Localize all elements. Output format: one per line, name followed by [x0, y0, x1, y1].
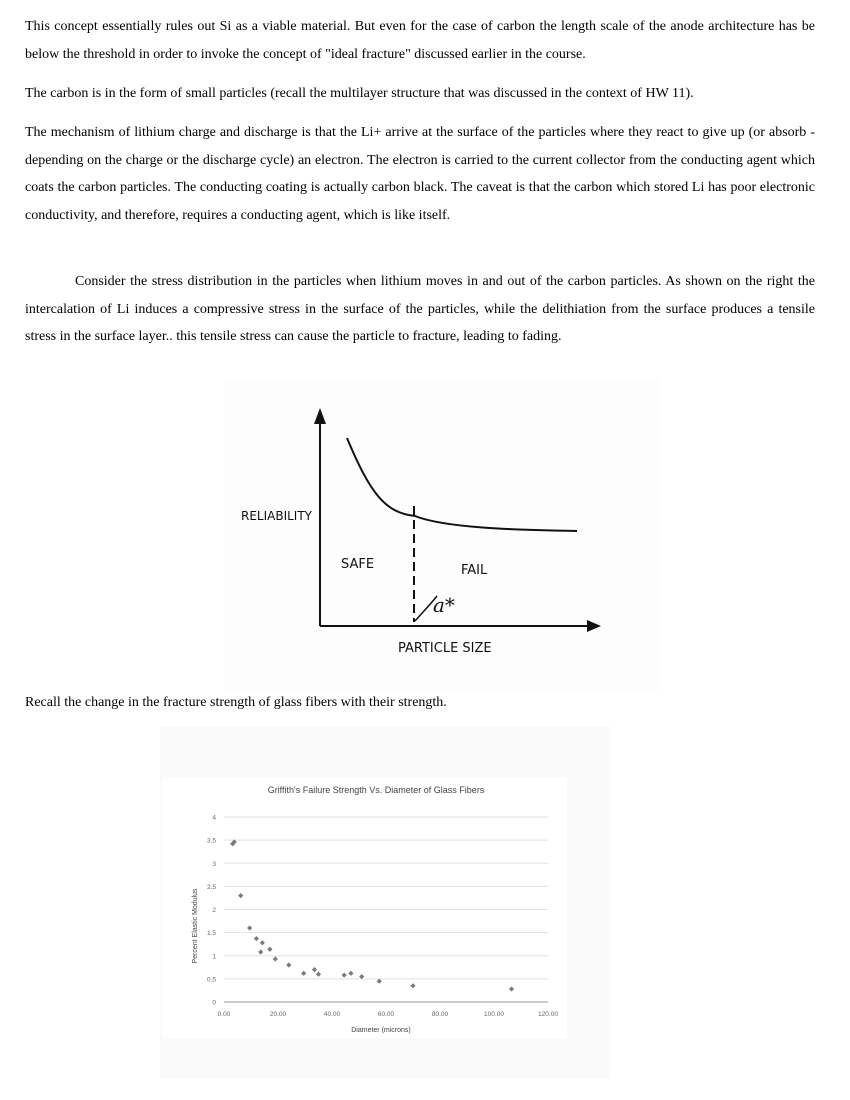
chart-y-tick-label: 0.5 — [206, 976, 216, 984]
reliability-sketch — [225, 378, 660, 690]
chart-y-tick-label: 4 — [212, 814, 216, 822]
chart-y-tick-label: 2.5 — [206, 883, 216, 891]
chart-y-tick-label: 1 — [212, 953, 216, 961]
chart-y-tick-label: 0 — [212, 999, 216, 1007]
sketch-safe-label: SAFE — [341, 557, 375, 572]
griffith-chart-svg — [160, 727, 610, 1079]
chart-xlabel: Diameter (microns) — [351, 1027, 411, 1034]
chart-x-tick-label: 0.00 — [217, 1011, 231, 1018]
reliability-sketch-svg — [225, 378, 660, 690]
chart-plot-frame — [162, 777, 567, 1039]
griffith-chart — [160, 727, 610, 1079]
chart-x-tick-label: 40.00 — [323, 1011, 341, 1018]
paragraph-carbon-particles: The carbon is in the form of small particles (recall the multilayer structure that was discussed in the context of HW 11). — [25, 86, 694, 101]
chart-y-tick-label: 3 — [212, 860, 216, 868]
chart-y-tick-label: 2 — [212, 907, 216, 914]
sketch-ylabel: RELIABILITY — [241, 509, 313, 523]
reliability-curve — [347, 438, 577, 531]
chart-x-tick-label: 100.00 — [484, 1011, 504, 1018]
sketch-y-arrow — [314, 408, 326, 424]
chart-ylabel: Percent Elastic Modulus — [192, 888, 199, 964]
chart-y-tick-label: 1.5 — [206, 930, 216, 938]
chart-x-tick-label: 20.00 — [269, 1011, 287, 1018]
sketch-fail-label: FAIL — [461, 563, 488, 578]
paragraph-glass-fibers: Recall the change in the fracture strength of glass fibers with their strength. — [25, 695, 447, 710]
chart-y-tick-label: 3.5 — [206, 837, 216, 845]
chart-x-tick-label: 80.00 — [431, 1011, 449, 1018]
sketch-x-arrow — [587, 620, 601, 632]
chart-x-tick-label: 120.00 — [538, 1011, 558, 1018]
paragraph-stress-distribution: Consider the stress distribution in the particles when lithium moves in and out of the carbon particles. As shown on the right the intercalation of Li induces a compressive stress in the surface of the particles, while the delithiation from the surface produces a tensile stress in the surface layer.. this tensile stress can cause the particle to fracture, leading to fading. — [25, 274, 815, 344]
chart-x-tick-label: 60.00 — [377, 1011, 395, 1018]
sketch-xlabel: PARTICLE SIZE — [398, 641, 492, 656]
paragraph-charge-mechanism: The mechanism of lithium charge and discharge is that the Li+ arrive at the surface of the particles where they react to give up (or absorb - depending on the charge or the discharge cycle) an electron. The electron is carried to the current collector from the conducting agent which coats the carbon particles. The conducting coating is actually carbon black. The caveat is that the carbon which stored Li has poor electronic conductivity, and therefore, requires a conducting agent, which is like itself. — [25, 125, 815, 223]
paragraph-si-viability: This concept essentially rules out Si as a viable material. But even for the case of carbon the length scale of the anode architecture has be below the threshold in order to invoke the concept of "ideal fracture" discussed earlier in the course. — [25, 19, 815, 62]
sketch-critical-label: a* — [433, 593, 455, 617]
chart-title: Griffith's Failure Strength Vs. Diameter of Glass Fibers — [267, 785, 485, 795]
